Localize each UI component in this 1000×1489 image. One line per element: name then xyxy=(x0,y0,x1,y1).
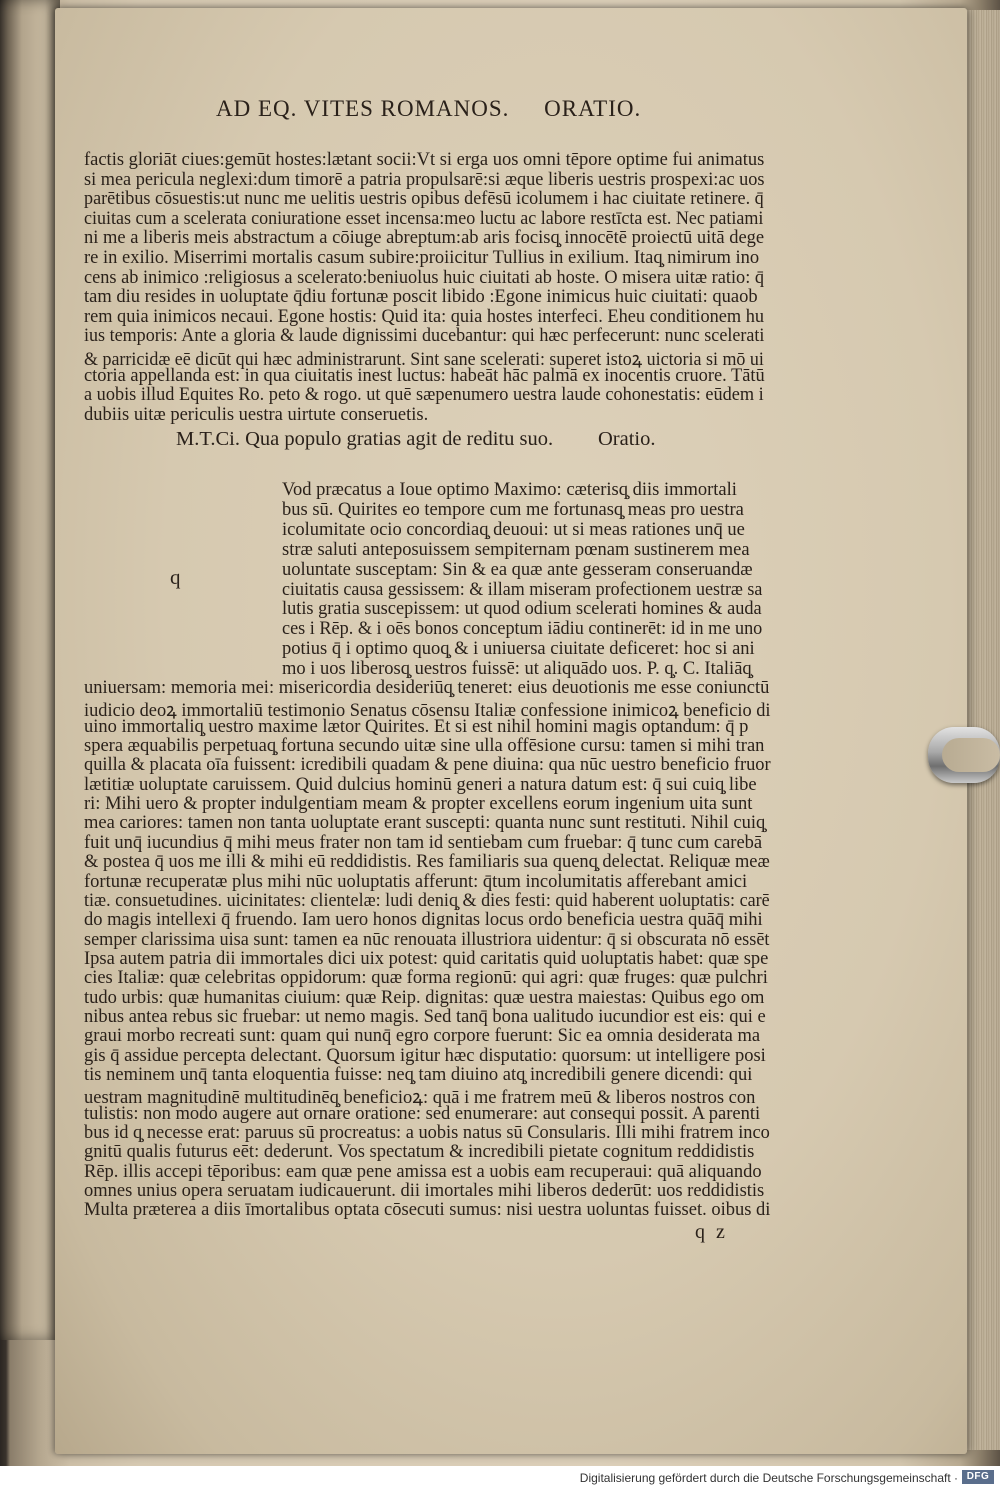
text-line: uoluntate susceptam: Sin & ea quæ ante gesseram conseruandæ xyxy=(282,559,753,580)
text-line: tudo urbis: quæ humanitas ciuium: quæ Reip. dignitas: quæ uestra maiestas: Quibus ego om xyxy=(84,987,765,1008)
text-line: bus sū. Quirites eo tempore cum me fortunasq̧ meas pro uestra xyxy=(282,499,744,520)
text-line: icolumitate ocio concordiaq̧ deuoui: ut si meas rationes unq̄ ue xyxy=(282,519,745,540)
text-line: dubiis uitæ periculis uestra uirtute conseruetis. xyxy=(84,404,429,425)
footer-credit: Digitalisierung gefördert durch die Deutsche Forschungsgemeinschaft · xyxy=(579,1471,958,1485)
text-line: ciuitatis causa gessissem: & illam miseram profectionem uestræ sa xyxy=(282,579,763,600)
oration-title-right: Oratio. xyxy=(598,428,656,450)
text-line: Rēp. illis accepi tēporibus: eam quæ pene amissa est a uobis eam recuperaui: quā aliquando xyxy=(84,1161,762,1182)
dfg-logo: DFG xyxy=(962,1470,994,1484)
oration-title-left: M.T.Ci. Qua populo gratias agit de reditu suo. xyxy=(176,428,554,450)
text-line: Multa præterea a diis īmortalibus optata cōsecuti sumus: nisi uestra uoluntas fuisset. oibus di xyxy=(84,1200,771,1221)
text-line: lutis gratia suscepissem: ut quod odium scelerati homines & auda xyxy=(282,599,762,620)
text-line: fortunæ recuperatæ plus mihi nūc uoluptatis afferunt: q̄tum incolumitatis afferebant amici xyxy=(84,871,748,892)
footer-bar xyxy=(0,1466,1000,1489)
text-line: tiæ. consuetudines. uicinitates: clientelæ: ludi deniq̧ & dies festi: quid haberent uoluptatis: carē xyxy=(84,890,770,911)
metal-page-clip xyxy=(928,727,1000,783)
running-header xyxy=(216,96,641,122)
text-line: fuit unq̄ iucundius q̄ mihi meus frater non tam id sentiebam cum fruebar: q̄ tunc cum carebā xyxy=(84,832,763,853)
text-line: Vod præcatus a Ioue optimo Maximo: cæterisq̧ diis immortali xyxy=(282,480,737,500)
text-line: do magis intellexi q̄ fruendo. Iam uero honos dignitas locus ordo beneficia uestra quāq̄ mihi xyxy=(84,910,763,931)
text-line: uestram magnitudinē multitudinēq̧ beneficioꝝ: quā i me fratrem meū & liberos nostros con xyxy=(84,1088,756,1109)
text-line: gis q̄ assidue percepta delectant. Quorsum igitur hæc disputatio: quorsum: ut intelligere posi xyxy=(84,1045,766,1066)
header-left: AD EQ. VITES ROMANOS. xyxy=(216,96,510,121)
text-line: & parricidæ eē dicūt qui hæc administrarunt. Sint sane scelerati: superet istoꝝ uictoria si mō ui xyxy=(84,350,764,370)
text-line: parētibus cōsuestis:ut nunc me uelitis uestris opibus defēsū icolumem i hac ciuitate retinere. q̄ xyxy=(84,189,764,210)
text-line: a uobis illud Equites Ro. peto & rogo. ut quē sæpenumero uestra laude cohonestatis: eūdem i xyxy=(84,385,764,406)
text-line: rem quia inimicos necaui. Egone hostis: Quid ita: quia hostes interfeci. Eheu conditionem hu xyxy=(84,306,765,327)
text-line: graui morbo recreati sunt: quam qui nunq̄ egro corpore fuerunt: Sic ea omnia desiderata ma xyxy=(84,1026,761,1047)
text-line: uniuersam: memoria mei: misericordia desideriūq̧ teneret: eius deuotionis me esse coniunctū xyxy=(84,678,770,698)
oration-title xyxy=(176,428,656,451)
text-line: spera æquabilis perpetuaq̧ fortuna secundo uitæ sine ulla offēsione cursu: tamen si mihi tran xyxy=(84,736,765,757)
text-line: Ipsa autem patria dii immortales dici uix potest: quid caritatis quid uoluptatis habet: quæ spe xyxy=(84,948,769,969)
text-line: cies Italiæ: quæ celebritas oppidorum: quæ forma regionū: qui agri: quæ fruges: quæ pulchri xyxy=(84,968,768,989)
signature-mark: q z xyxy=(695,1221,728,1243)
text-line: tam diu resides in uoluptate q̄diu fortunæ poscit libido :Egone inimicus huic ciuitati: quaob xyxy=(84,287,758,308)
facing-page-edge xyxy=(0,0,60,1340)
text-line: & postea q̄ uos me illi & mihi eū reddidistis. Res familiaris sua quenq̧ delectat. Reliquæ meæ xyxy=(84,852,770,873)
text-line: ciuitas cum a scelerata coniuratione esset incensa:meo luctu ac labore restīcta est. Nec patiami xyxy=(84,208,764,229)
text-line: potius q̄ i optimo quoq̧ & i uniuersa ciuitate deficeret: hoc si ani xyxy=(282,639,755,660)
text-line: ius temporis: Ante a gloria & laude dignissimi ducebantur: qui hæc perfecerunt: nunc scelerati xyxy=(84,326,765,347)
text-line: ctoria appellanda est: in qua ciuitatis inest luctus: habeāt hāc palmā ex inocentis cruore. Tātū xyxy=(84,365,765,386)
text-line: omnes unius opera seruatam iudicauerunt. dii imortales mihi liberos dederūt: uos reddidistis xyxy=(84,1181,765,1202)
text-line: ni me a liberis meis abstractum a cōiuge abreptum:ab aris focisq̧ innocētē proiectū uitā dege xyxy=(84,228,765,249)
text-line: uino immortaliq̧ uestro maxime lætor Quirites. Et si est nihil homini magis optandum: q̄ p xyxy=(84,716,749,737)
text-line: cens ab inimico :religiosus a scelerato:beniuolus huic ciuitati ab hoste. O misera uitæ ratio: q̄ xyxy=(84,267,765,288)
text-line: tis neminem unq̄ tanta eloquentia fuisse: neq̧ tam diuino atq̧ incredibili genere dicendi: qui xyxy=(84,1065,753,1085)
text-line: quilla & placata oīa fuissent: icredibili quadam & pene diuina: qua nūc uestro beneficio fruor xyxy=(84,755,771,776)
text-line: nibus antea rebus sic fruebar: ut nemo magis. Sed tanq̄ bona ualitudo iucundior est eis: qui e xyxy=(84,1006,766,1027)
guide-letter: q xyxy=(170,565,181,589)
text-line: iudicio deoꝝ immortaliū testimonio Senatus cōsensu Italiæ confessione inimicoꝝ beneficio di xyxy=(84,701,771,722)
text-line: semper clarissima uisa sunt: tamen ea nūc renouata illustriora uidentur: q̄ si obscurata nō essēt xyxy=(84,929,770,950)
text-line: bus id q̧ necesse erat: paruus sū procreatus: a uobis natus sū Consularis. Illi mihi fratrem inco xyxy=(84,1123,770,1144)
text-line: mea cariores: tamen non tanta uoluptate erant suscepti: quanta nunc sunt restituti. Nihil cuiq̧ xyxy=(84,813,766,834)
header-right: ORATIO. xyxy=(544,96,642,121)
text-line: re in exilio. Miserrimi mortalis casum subire:proiicitur Tullius in exilium. Itaq̧ nimirum ino xyxy=(84,248,760,268)
text-line: gnitū qualis futurus eēt: dederunt. Vos spectatum & incredibili pietate cognitum reddidistis xyxy=(84,1142,755,1163)
text-line: mo i uos liberosq̧ uestros fuissē: ut aliquādo uos. P. q̧. C. Italiāq̧ xyxy=(282,659,752,680)
text-line: stræ saluti anteposuissem sempiternam pœnam sustinerem mea xyxy=(282,539,750,560)
text-line: ri: Mihi uero & propter indulgentiam meam & propter excellens eorum ingenium uita sunt xyxy=(84,794,753,815)
text-line: lætitiæ uoluptate caruissem. Quid dulcius hominū generi a natura datum est: q̄ sui cuiq̧ libe xyxy=(84,774,757,795)
text-line: ces i Rēp. & i oēs bonos conceptum iādiu continerēt: id in me uno xyxy=(282,619,763,640)
text-line: factis gloriāt ciues:gemūt hostes:lætant socii:Vt si erga uos omni tēpore optime fui animatus xyxy=(84,150,765,170)
text-line: tulistis: non modo augere aut ornare oratione: sed enumerare: aut consequi possit. A parenti xyxy=(84,1103,761,1124)
text-line: si mea pericula neglexi:dum timorē a patria propulsarē:si æque liberis uestris prospexi:ac uos xyxy=(84,169,765,190)
